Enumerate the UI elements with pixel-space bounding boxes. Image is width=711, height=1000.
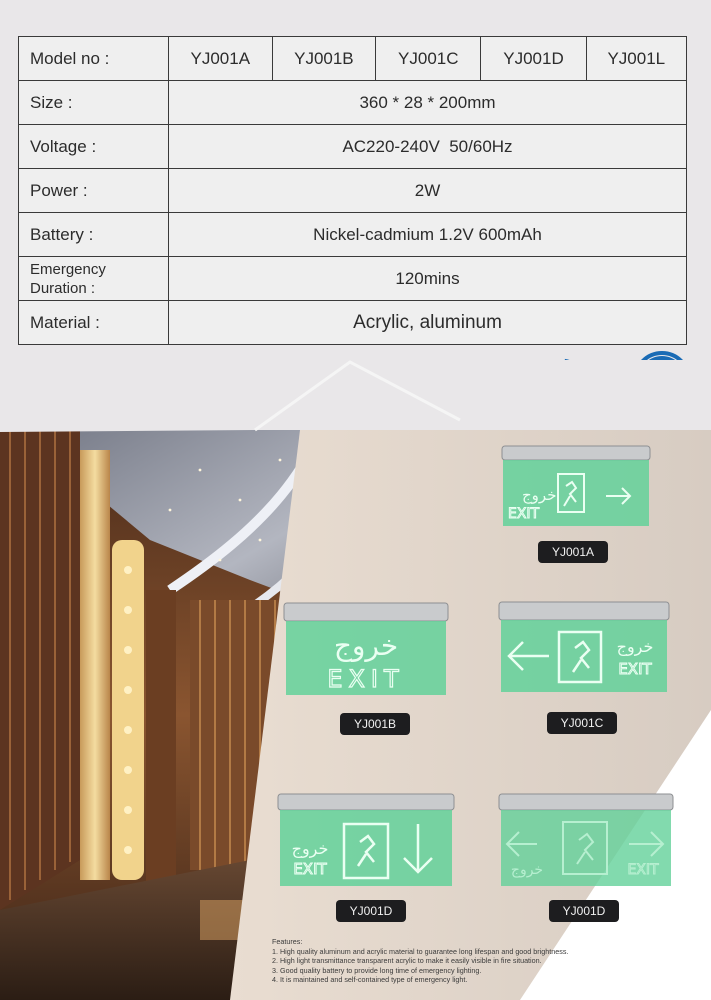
feature-item: 4. It is maintained and self-contained type of emergency light.	[272, 975, 468, 984]
exit-sign-d2	[497, 792, 675, 888]
features-list	[272, 937, 692, 985]
material-value: Acrylic, aluminum	[169, 301, 687, 345]
product-tag: YJ001C	[547, 712, 617, 734]
size-label: Size :	[19, 81, 169, 125]
power-label: Power :	[19, 169, 169, 213]
power-value: 2W	[169, 169, 687, 213]
model-cell: YJ001C	[376, 37, 481, 81]
sign-c-arabic: خروج	[616, 637, 654, 656]
product-yj001b	[282, 601, 450, 731]
model-cell: YJ001B	[272, 37, 376, 81]
duration-label-line2: Duration :	[30, 279, 96, 297]
battery-value: Nickel-cadmium 1.2V 600mAh	[169, 213, 687, 257]
product-yj001d-left	[276, 792, 456, 918]
exit-sign-c	[497, 600, 671, 694]
material-label: Material :	[19, 301, 169, 345]
sign-d2-arabic: خروج	[510, 862, 544, 878]
sign-d2-exit: EXIT	[627, 862, 659, 878]
sign-d1-exit: EXIT	[293, 860, 327, 878]
spec-table	[18, 36, 687, 345]
spec-row-model	[19, 37, 687, 81]
size-value: 360 * 28 * 200mm	[169, 81, 687, 125]
spec-row-voltage	[19, 125, 687, 169]
product-tag: YJ001B	[340, 713, 410, 735]
sign-b-arabic: خروج	[333, 629, 399, 662]
duration-label-line1: Emergency	[30, 260, 106, 278]
model-label: Model no :	[19, 37, 169, 81]
duration-value: 120mins	[169, 257, 687, 301]
photo-frame-chevron	[0, 360, 711, 435]
sign-b-exit: EXIT	[327, 665, 405, 693]
sign-a-arabic: خروج	[522, 486, 557, 504]
voltage-value: AC220-240V 50/60Hz	[169, 125, 687, 169]
exit-sign-b	[282, 601, 450, 697]
product-yj001c	[497, 600, 671, 730]
sign-c-exit: EXIT	[618, 660, 652, 678]
feature-item: 1. High quality aluminum and acrylic material to guarantee long lifespan and good brightness.	[272, 946, 569, 956]
spec-row-size	[19, 81, 687, 125]
sign-d1-arabic: خروج	[291, 839, 329, 858]
model-cell: YJ001A	[169, 37, 273, 81]
feature-item: 3. Good quality battery to provide long time of emergency lighting.	[272, 965, 482, 975]
exit-sign-a	[500, 444, 652, 528]
product-yj001a	[500, 444, 652, 559]
feature-item: 2. High light transmittance transparent acrylic to make it easily visible in fire situation.	[272, 956, 542, 965]
spec-row-battery	[19, 213, 687, 257]
duration-label	[19, 257, 169, 301]
voltage-label: Voltage :	[19, 125, 169, 169]
sign-a-exit: EXIT	[508, 506, 540, 522]
spec-row-power	[19, 169, 687, 213]
spec-row-duration	[19, 257, 687, 301]
product-tag: YJ001D	[336, 900, 406, 922]
product-tag: YJ001A	[538, 541, 608, 563]
model-cell: YJ001D	[481, 37, 586, 81]
product-tag: YJ001D	[549, 900, 619, 922]
features-title: Features:	[272, 937, 303, 946]
model-cell: YJ001L	[586, 37, 686, 81]
product-yj001d-right	[497, 792, 675, 918]
spec-row-material	[19, 301, 687, 345]
exit-sign-d1	[276, 792, 456, 888]
battery-label: Battery :	[19, 213, 169, 257]
